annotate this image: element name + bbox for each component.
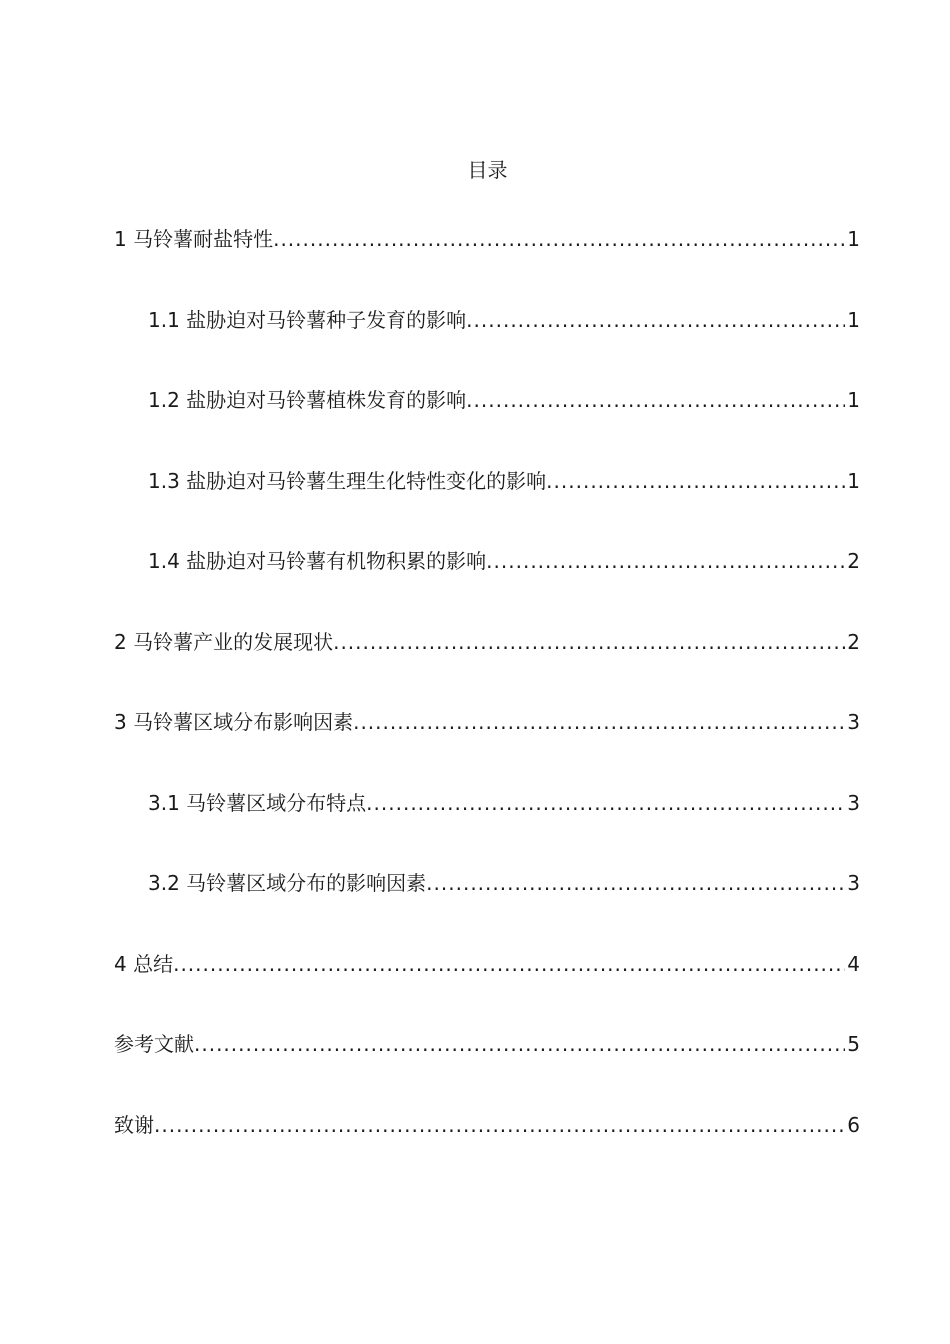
toc-page-number: 1 <box>847 468 860 493</box>
toc-entry <box>114 465 860 546</box>
toc-page-number: 3 <box>847 871 860 895</box>
toc-dot-leader <box>486 545 845 577</box>
toc-page-number: 4 <box>847 951 860 976</box>
toc-entry <box>114 948 860 1029</box>
toc-entry <box>114 384 860 465</box>
toc-entry <box>114 867 860 948</box>
toc-entry-text: 1.1 盐胁迫对马铃薯种子发育的影响 <box>148 307 467 332</box>
toc-entry-text: 3 马铃薯区域分布影响因素 <box>114 710 354 734</box>
toc-page-number: 3 <box>847 790 860 815</box>
toc-entry-text: 1.4 盐胁迫对马铃薯有机物积累的影响 <box>148 549 487 573</box>
toc-page-number: 3 <box>847 710 860 734</box>
toc-entry <box>114 626 860 707</box>
toc-page-number: 2 <box>847 549 860 573</box>
toc-entry <box>114 787 860 868</box>
toc-entry <box>114 1109 860 1190</box>
toc-entry-text: 3.1 马铃薯区域分布特点 <box>148 790 367 815</box>
toc-entry-text: 1.2 盐胁迫对马铃薯植株发育的影响 <box>148 388 467 412</box>
toc-page-number: 1 <box>847 307 860 332</box>
toc-entry <box>114 706 860 787</box>
table-of-contents <box>114 223 860 1189</box>
toc-entry-text: 2 马铃薯产业的发展现状 <box>114 629 334 654</box>
toc-dot-leader <box>366 787 845 819</box>
toc-entry-text: 3.2 马铃薯区域分布的影响因素 <box>148 871 427 895</box>
toc-page-number: 6 <box>847 1112 860 1137</box>
toc-entry-text: 参考文献 <box>114 1032 194 1056</box>
toc-dot-leader <box>154 1109 845 1141</box>
toc-dot-leader <box>273 223 845 255</box>
toc-dot-leader <box>426 867 845 899</box>
toc-dot-leader <box>194 1028 845 1060</box>
toc-entry <box>114 1028 860 1109</box>
toc-entry <box>114 223 860 304</box>
toc-dot-leader <box>466 384 845 416</box>
toc-entry <box>114 545 860 626</box>
toc-page-number: 2 <box>847 629 860 654</box>
toc-entry-text: 致谢 <box>114 1112 154 1137</box>
toc-dot-leader <box>353 706 845 738</box>
toc-entry-text: 1 马铃薯耐盐特性 <box>114 227 274 251</box>
toc-page-number: 1 <box>847 388 860 412</box>
toc-dot-leader <box>333 626 845 658</box>
toc-dot-leader <box>173 948 845 980</box>
toc-page-number: 5 <box>847 1032 860 1056</box>
toc-entry-text: 1.3 盐胁迫对马铃薯生理生化特性变化的影响 <box>148 468 547 493</box>
toc-dot-leader <box>546 465 845 497</box>
toc-entry <box>114 304 860 385</box>
toc-title: 目录 <box>467 158 508 182</box>
toc-entry-text: 4 总结 <box>114 951 174 976</box>
toc-dot-leader <box>466 304 845 336</box>
toc-page-number: 1 <box>847 227 860 251</box>
